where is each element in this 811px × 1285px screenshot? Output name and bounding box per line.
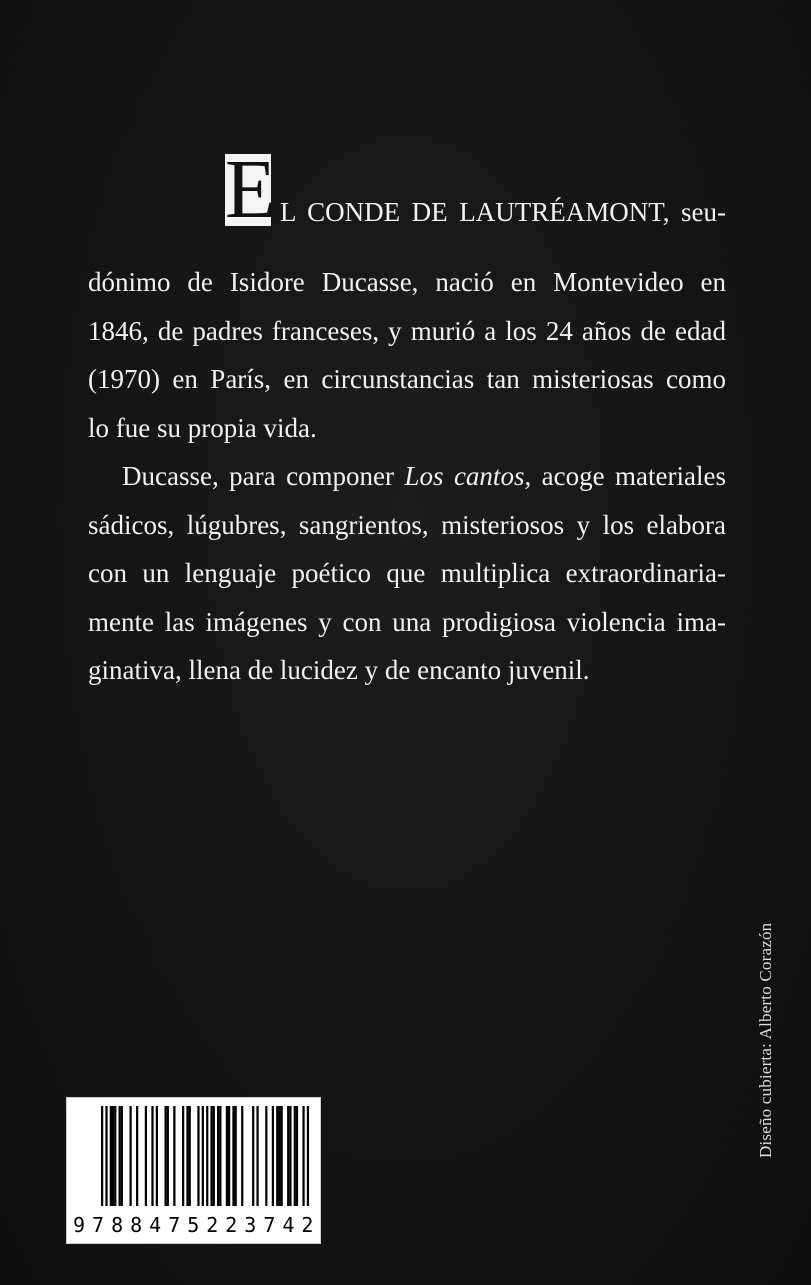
barcode-bar — [296, 1106, 298, 1206]
barcode-bar — [189, 1106, 191, 1206]
barcode-bars — [101, 1106, 309, 1206]
isbn-digit: 2 — [301, 1213, 314, 1237]
isbn-digit: 4 — [282, 1213, 295, 1237]
paragraph-2-line-3: con un lenguaje poético que multiplica extraordinaria- — [88, 558, 726, 588]
barcode-bar — [228, 1106, 230, 1206]
isbn-digit: 7 — [92, 1213, 105, 1237]
isbn-number — [73, 1213, 314, 1237]
barcode-bar — [232, 1106, 234, 1206]
paragraph-1 — [88, 143, 726, 452]
barcode-bar — [156, 1106, 158, 1206]
barcode-bar — [235, 1106, 237, 1206]
isbn-digit: 3 — [244, 1213, 257, 1237]
barcode-bar — [217, 1106, 219, 1206]
barcode-bar — [101, 1106, 103, 1206]
barcode-bar — [307, 1106, 309, 1206]
barcode-bar — [110, 1106, 112, 1206]
barcode-bar — [252, 1106, 254, 1206]
barcode-bar — [173, 1106, 175, 1206]
barcode-bar — [186, 1106, 188, 1206]
barcode-bar — [119, 1106, 121, 1206]
barcode-bar — [197, 1106, 199, 1206]
barcode-bar — [112, 1106, 114, 1206]
isbn-digit: 7 — [263, 1213, 276, 1237]
barcode-bar — [164, 1106, 166, 1206]
paragraph-2-line-1-end: acoge materiales — [531, 461, 726, 491]
barcode-bar — [213, 1106, 215, 1206]
book-title-italic: Los cantos, — [404, 461, 532, 491]
barcode-bar — [129, 1106, 131, 1206]
blurb — [88, 143, 726, 695]
barcode-bar — [265, 1106, 267, 1206]
barcode-bar — [294, 1106, 296, 1206]
barcode-bar — [210, 1106, 212, 1206]
isbn-barcode — [66, 1097, 321, 1244]
barcode-bar — [272, 1106, 274, 1206]
barcode-bar — [151, 1106, 153, 1206]
first-line-text: L CONDE DE LAUTRÉAMONT, seu- — [280, 197, 726, 227]
barcode-bar — [136, 1106, 138, 1206]
barcode-bar — [276, 1106, 278, 1206]
barcode-bar — [105, 1106, 107, 1206]
barcode-bar — [287, 1106, 289, 1206]
isbn-digit: 4 — [149, 1213, 162, 1237]
barcode-bar — [281, 1106, 283, 1206]
barcode-bar — [121, 1106, 123, 1206]
barcode-bar — [219, 1106, 221, 1206]
drop-cap: E — [225, 143, 277, 236]
paragraph-2-line-1-start: Ducasse, para componer — [122, 461, 405, 491]
isbn-digit: 8 — [111, 1213, 124, 1237]
paragraph-2-line-2: sádicos, lúgubres, sangrientos, misteriosos y los elabora — [88, 509, 726, 540]
cover-design-credit: Diseño cubierta: Alberto Corazón — [756, 922, 775, 1158]
paragraph-2-line-1 — [88, 452, 726, 501]
barcode-bar — [241, 1106, 243, 1206]
barcode-bar — [167, 1106, 169, 1206]
barcode-bar — [114, 1106, 116, 1206]
paragraph-2-line-4: mente las imágenes y con una prodigiosa violencia ima- — [88, 606, 726, 637]
barcode-bar — [206, 1106, 208, 1206]
paragraph-1-line-2: dónimo de Isidore Ducasse, nació en Montevideo en — [88, 267, 726, 297]
paragraph-1-line-4: (1970) en París, en circunstancias tan misteriosas como — [88, 364, 726, 394]
isbn-digit: 2 — [225, 1213, 238, 1237]
paragraph-1-line-5: lo fue su propia vida. — [88, 412, 317, 443]
isbn-digit: 7 — [168, 1213, 181, 1237]
barcode-bar — [182, 1106, 184, 1206]
paragraph-2 — [88, 452, 726, 695]
paragraph-2-line-5: ginativa, llena de lucidez y de encanto juvenil. — [88, 655, 590, 685]
isbn-digit: 9 — [73, 1213, 86, 1237]
isbn-digit: 2 — [206, 1213, 219, 1237]
barcode-bar — [278, 1106, 280, 1206]
barcode-bar — [256, 1106, 258, 1206]
barcode-bar — [202, 1106, 204, 1206]
isbn-digit: 8 — [130, 1213, 143, 1237]
paragraph-1-line-3: 1846, de padres franceses, y murió a los 24 años de edad — [88, 315, 726, 346]
isbn-digit: 5 — [187, 1213, 200, 1237]
barcode-bar — [289, 1106, 291, 1206]
first-line — [88, 143, 726, 258]
barcode-bar — [302, 1106, 304, 1206]
barcode-bar — [145, 1106, 147, 1206]
barcode-bar — [226, 1106, 228, 1206]
